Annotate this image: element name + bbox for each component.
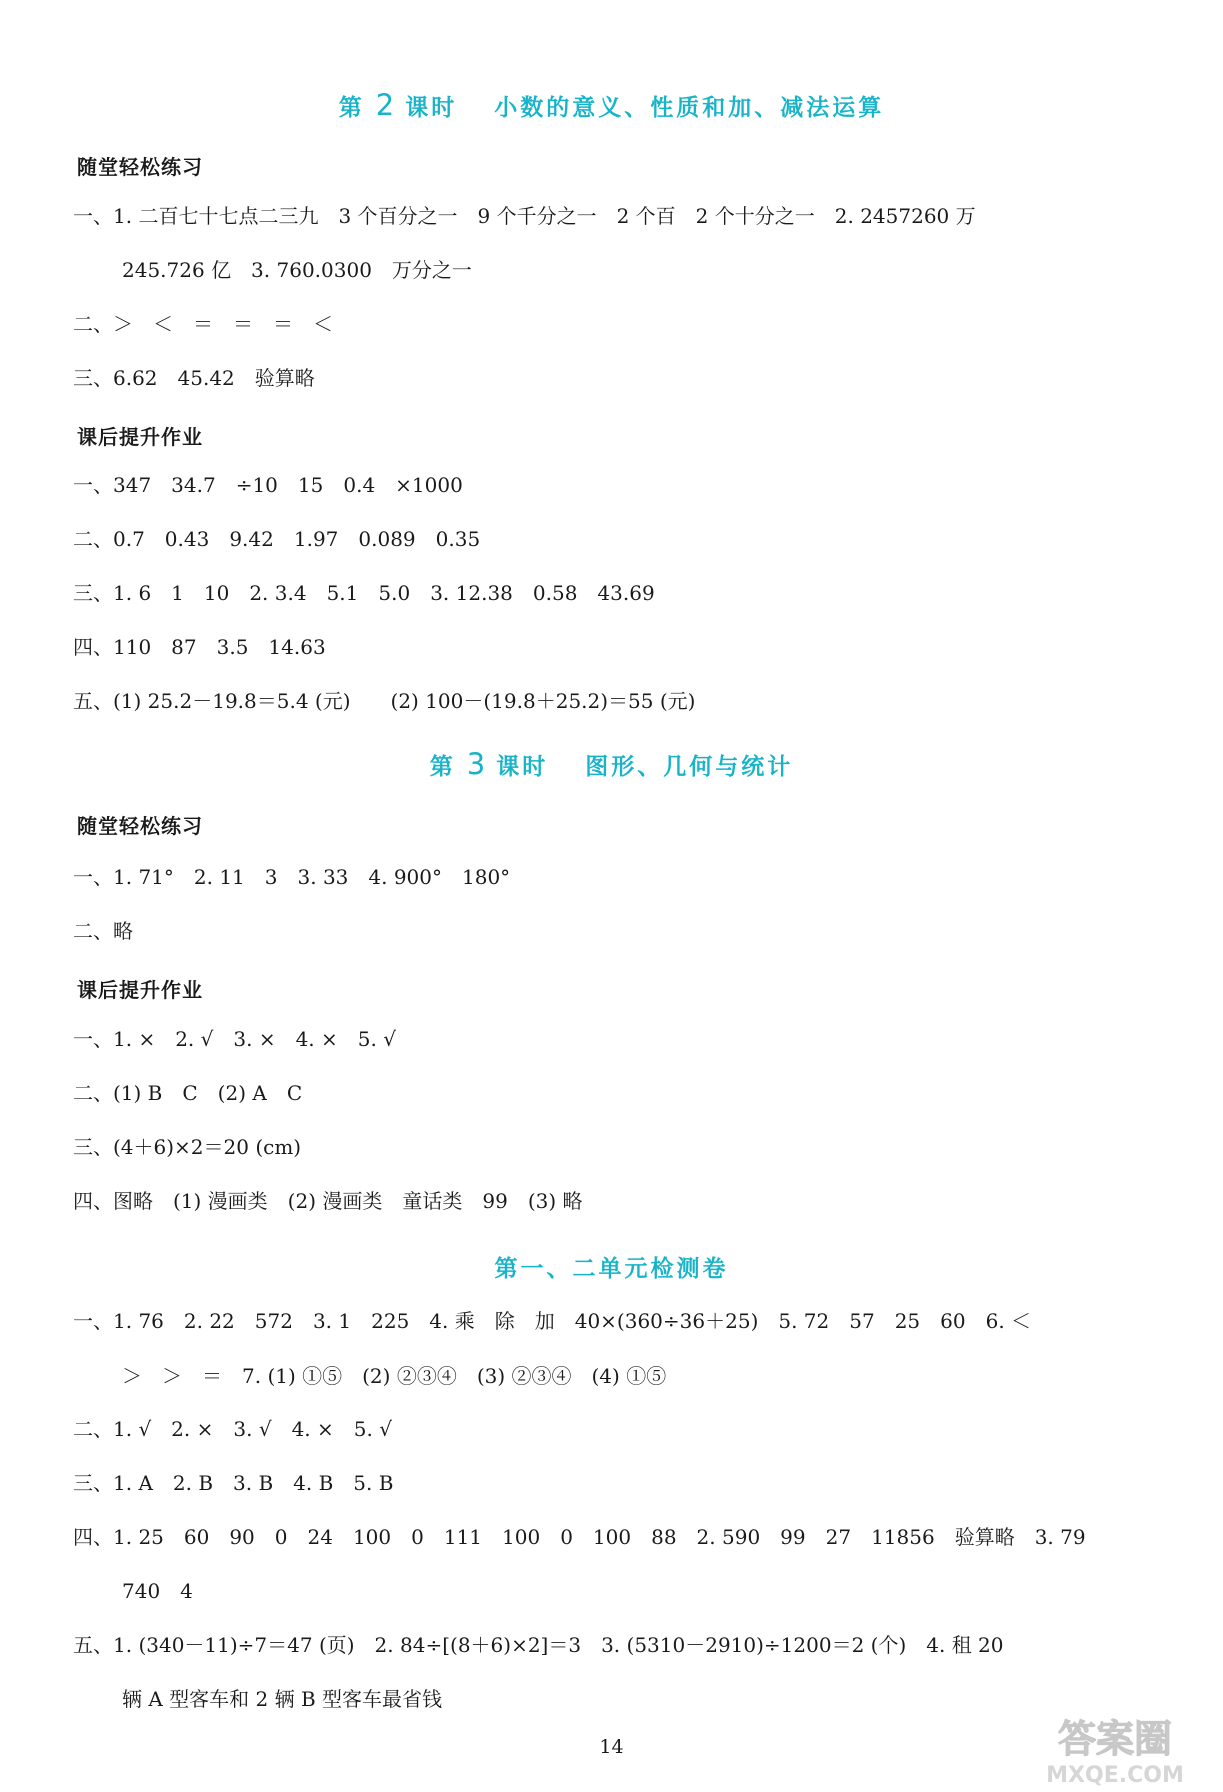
answer-line: 二、0.7 0.43 9.42 1.97 0.089 0.35 bbox=[73, 527, 481, 551]
watermark-logo bbox=[1015, 1708, 1215, 1788]
answer-line: 四、图略 (1) 漫画类 (2) 漫画类 童话类 99 (3) 略 bbox=[73, 1189, 583, 1213]
answer-line: 二、＞ ＜ ＝ ＝ ＝ ＜ bbox=[73, 312, 333, 336]
answer-line: 四、1. 25 60 90 0 24 100 0 111 100 0 100 88 2. 590 99 27 11856 验算略 3. 79 bbox=[73, 1525, 1086, 1549]
answer-line: 四、110 87 3.5 14.63 bbox=[73, 635, 326, 659]
answer-line: 一、347 34.7 ÷10 15 0.4 ×1000 bbox=[73, 473, 463, 497]
subheading-in-class-practice: 随堂轻松练习 bbox=[77, 814, 203, 838]
heading-prefix: 第 bbox=[429, 754, 467, 780]
subheading-after-class-homework: 课后提升作业 bbox=[77, 425, 203, 449]
heading-number: 3 bbox=[466, 747, 486, 781]
answer-line: 一、1. × 2. √ 3. × 4. × 5. √ bbox=[73, 1027, 396, 1051]
heading-text: 课时 小数的意义、性质和加、减法运算 bbox=[394, 95, 885, 121]
answer-line: 二、略 bbox=[73, 919, 133, 943]
answer-line: 三、1. 6 1 10 2. 3.4 5.1 5.0 3. 12.38 0.58 43.69 bbox=[73, 581, 655, 605]
subheading-after-class-homework: 课后提升作业 bbox=[77, 978, 203, 1002]
section-heading-lesson-3 bbox=[0, 747, 1223, 781]
heading-prefix: 第 bbox=[338, 95, 376, 121]
answer-line: 一、1. 二百七十七点二三九 3 个百分之一 9 个千分之一 2 个百 2 个十分之一 2. 2457260 万 bbox=[73, 204, 976, 228]
answer-line: 二、(1) B C (2) A C bbox=[73, 1081, 303, 1105]
answer-line: ＞ ＞ ＝ 7. (1) ①⑤ (2) ②③④ (3) ②③④ (4) ①⑤ bbox=[122, 1364, 667, 1388]
heading-text: 课时 图形、几何与统计 bbox=[485, 754, 794, 780]
answer-line: 一、1. 71° 2. 11 3 3. 33 4. 900° 180° bbox=[73, 865, 511, 889]
heading-number: 2 bbox=[375, 88, 395, 122]
section-heading-unit-test: 第一、二单元检测卷 bbox=[494, 1256, 729, 1282]
answer-line: 二、1. √ 2. × 3. √ 4. × 5. √ bbox=[73, 1417, 392, 1441]
watermark-bottom-text: MXQE.COM bbox=[1046, 1763, 1184, 1788]
answer-line: 三、6.62 45.42 验算略 bbox=[73, 366, 315, 390]
answer-line: 740 4 bbox=[122, 1579, 193, 1603]
answer-line: 辆 A 型客车和 2 辆 B 型客车最省钱 bbox=[122, 1687, 443, 1711]
answer-line: 245.726 亿 3. 760.0300 万分之一 bbox=[122, 258, 472, 282]
watermark-top-text: 答案圈 bbox=[1057, 1717, 1173, 1761]
subheading-in-class-practice: 随堂轻松练习 bbox=[77, 155, 203, 179]
answer-line: 三、(4＋6)×2＝20 (cm) bbox=[73, 1135, 302, 1159]
page-number: 14 bbox=[599, 1736, 624, 1758]
section-heading-lesson-2 bbox=[0, 88, 1223, 122]
answer-line: 五、1. (340－11)÷7＝47 (页) 2. 84÷[(8＋6)×2]＝3 3. (5310－2910)÷1200＝2 (个) 4. 租 20 bbox=[73, 1633, 1004, 1657]
answer-line: 一、1. 76 2. 22 572 3. 1 225 4. 乘 除 加 40×(360÷36＋25) 5. 72 57 25 60 6. ＜ bbox=[73, 1309, 1032, 1333]
answer-line: 三、1. A 2. B 3. B 4. B 5. B bbox=[73, 1471, 394, 1495]
answer-line: 五、(1) 25.2－19.8＝5.4 (元) (2) 100－(19.8＋25.2)＝55 (元) bbox=[73, 689, 696, 713]
